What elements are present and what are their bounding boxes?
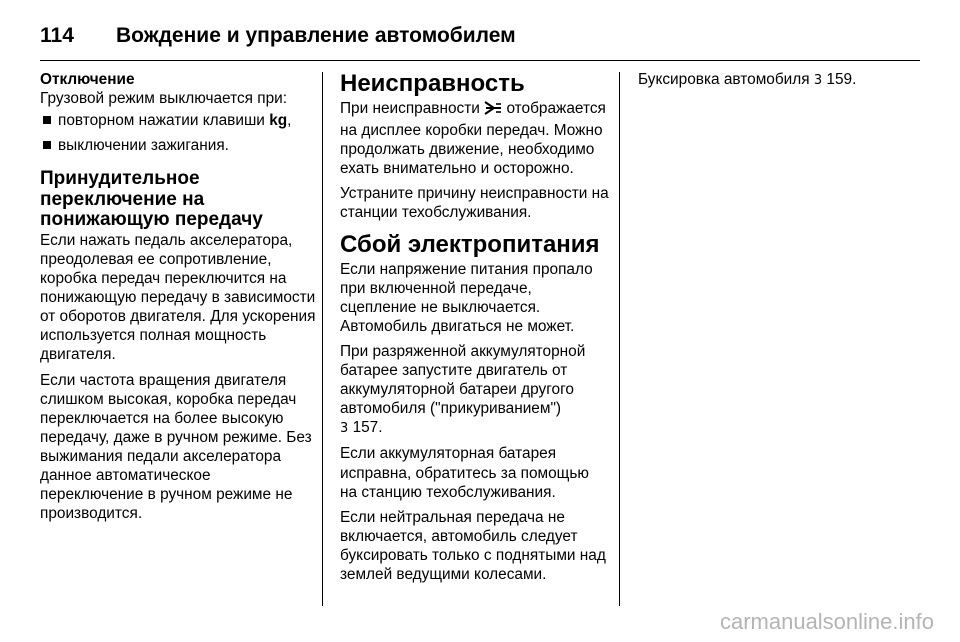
paragraph: Если нажать педаль акселератора, преодолевая ее сопротивление, коробка передач переключится на понижающую передачу в зависимости от оборотов двигателя. Для ускорения используется полная мощность двигателя. [40, 231, 316, 364]
page-reference: 157. [352, 419, 383, 437]
list-item: повторном нажатии клавиши kg, [40, 111, 316, 130]
paragraph: При разряженной аккумуляторной батарее запустите двигатель от аккумуляторной батареи другого автомобиля ("прикуриванием") 3 157. [340, 342, 586, 437]
section-heading-power-failure: Сбой электропитания [340, 230, 600, 258]
column-divider-2 [619, 72, 620, 606]
page-header [40, 14, 920, 58]
paragraph: Буксировка автомобиля 3 159. [638, 71, 857, 88]
gear-malfunction-icon [484, 101, 502, 121]
section-heading-malfunction: Неисправность [340, 70, 525, 97]
paragraph: Если частота вращения двигателя слишком высокая, коробка передач переключается на более высокую передачу, даже в ручном режиме. Без выжимания педали акселератора данное автоматическое переключение в ручном режиме не производится. [40, 371, 312, 523]
section-heading-disable: Отключение [40, 71, 135, 88]
paragraph: При неисправности отображается на дисплее коробки передач. Можно продолжать движение, необходимо ехать внимательно и осторожно. [340, 100, 606, 178]
column-2 [340, 70, 610, 590]
paragraph: Если аккумуляторная батарея исправна, обратитесь за помощью на станцию техобслуживания. [340, 445, 589, 501]
kg-key: kg [269, 112, 288, 130]
column-1 [40, 70, 316, 529]
paragraph: Устраните причину неисправности на станции техобслуживания. [340, 185, 609, 222]
header-rule [40, 60, 920, 61]
reference-arrow-icon: 3 [340, 421, 349, 437]
intro-text: Грузовой режим выключается при: [40, 90, 288, 108]
column-3 [638, 70, 920, 96]
watermark: carmanualsonline.info [719, 609, 934, 634]
section-heading-kickdown: Принудительное переключение на понижающую передачу [40, 168, 263, 231]
list-item: выключении зажигания. [40, 136, 316, 155]
reference-arrow-icon: 3 [813, 73, 823, 88]
paragraph: Если нейтральная передача не включается, автомобиль следует буксировать только с поднятыми над землей ведущими колесами. [340, 508, 606, 583]
page-number: 114 [40, 24, 74, 47]
column-divider-1 [322, 72, 323, 606]
paragraph: Если напряжение питания пропало при включенной передаче, сцепление не выключается. Автомобиль двигаться не может. [340, 260, 593, 335]
page-reference: 159. [826, 71, 857, 88]
condition-list [40, 111, 316, 155]
page-title: Вождение и управление автомобилем [116, 24, 516, 47]
